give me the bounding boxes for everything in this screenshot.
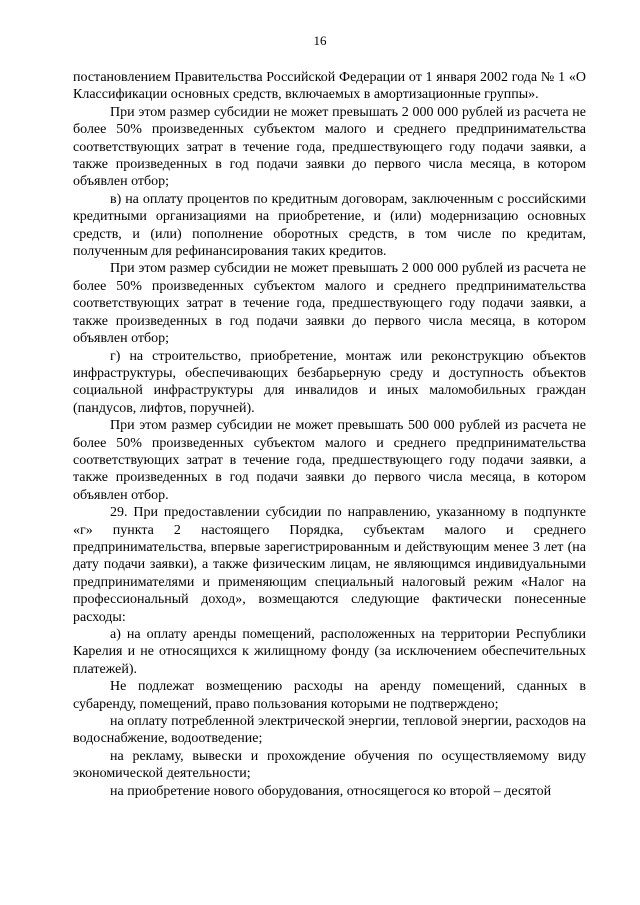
page-number: 16 [313,33,327,48]
paragraph: При этом размер субсидии не может превышать 500 000 рублей из расчета не более 50% произведенных субъектом малого и среднего предпринимательства соответствующих затрат в течение года, предшествующего году подачи заявки, а также произведенных в год подачи заявки до первого числа месяца, в котором объявлен отбор. [73,418,586,503]
paragraph: на приобретение нового оборудования, относящегося ко второй – десятой [110,783,552,799]
paragraph: постановлением Правительства Российской Федерации от 1 января 2002 года № 1 «О Классификации основных средств, включаемых в амортизационные группы». [73,70,586,103]
paragraph: 29. При предоставлении субсидии по направлению, указанному в подпункте «г» пункта 2 настоящего Порядка, субъектам малого и среднего предпринимательства, впервые зарегистрированным и действующим менее 3 лет (на дату подачи заявки), а также физическим лицам, не являющимся индивидуальными предпринимателями и применяющим специальный налоговый режим «Налог на профессиональный доход», возмещаются следующие фактически понесенные расходы: [73,505,586,625]
paragraph: на рекламу, вывески и прохождение обучения по осуществляемому виду экономической деятельности; [73,748,586,782]
paragraph: в) на оплату процентов по кредитным договорам, заключенным с российскими кредитными организациями на приобретение, и (или) модернизацию основных средств, и (или) пополнение оборотных средств, в том числе по кредитам, полученным для рефинансирования таких кредитов. [73,191,586,260]
paragraph: г) на строительство, приобретение, монтаж или реконструкцию объектов инфраструктуры, обеспечивающих безбарьерную среду и доступность объектов социальной инфраструктуры для инвалидов и иных маломобильных граждан (пандусов, лифтов, поручней). [73,348,586,416]
paragraph: Не подлежат возмещению расходы на аренду помещений, сданных в субаренду, помещений, право пользования которыми не подтверждено; [73,679,586,712]
document-body [73,69,586,800]
paragraph: При этом размер субсидии не может превышать 2 000 000 рублей из расчета не более 50% произведенных субъектом малого и среднего предпринимательства соответствующих затрат в течение года, предшествующего году подачи заявки, а также произведенных в год подачи заявки до первого числа месяца, в котором объявлен отбор; [73,261,586,347]
paragraph: При этом размер субсидии не может превышать 2 000 000 рублей из расчета не более 50% произведенных субъектом малого и среднего предпринимательства соответствующих затрат в течение года, предшествующего году подачи заявки, а также произведенных в год подачи заявки до первого числа месяца, в котором объявлен отбор; [73,104,586,190]
paragraph: а) на оплату аренды помещений, расположенных на территории Республики Карелия и не относящихся к жилищному фонду (за исключением обеспечительных платежей). [73,627,586,677]
paragraph: на оплату потребленной электрической энергии, тепловой энергии, расходов на водоснабжение, водоотведение; [73,714,586,747]
